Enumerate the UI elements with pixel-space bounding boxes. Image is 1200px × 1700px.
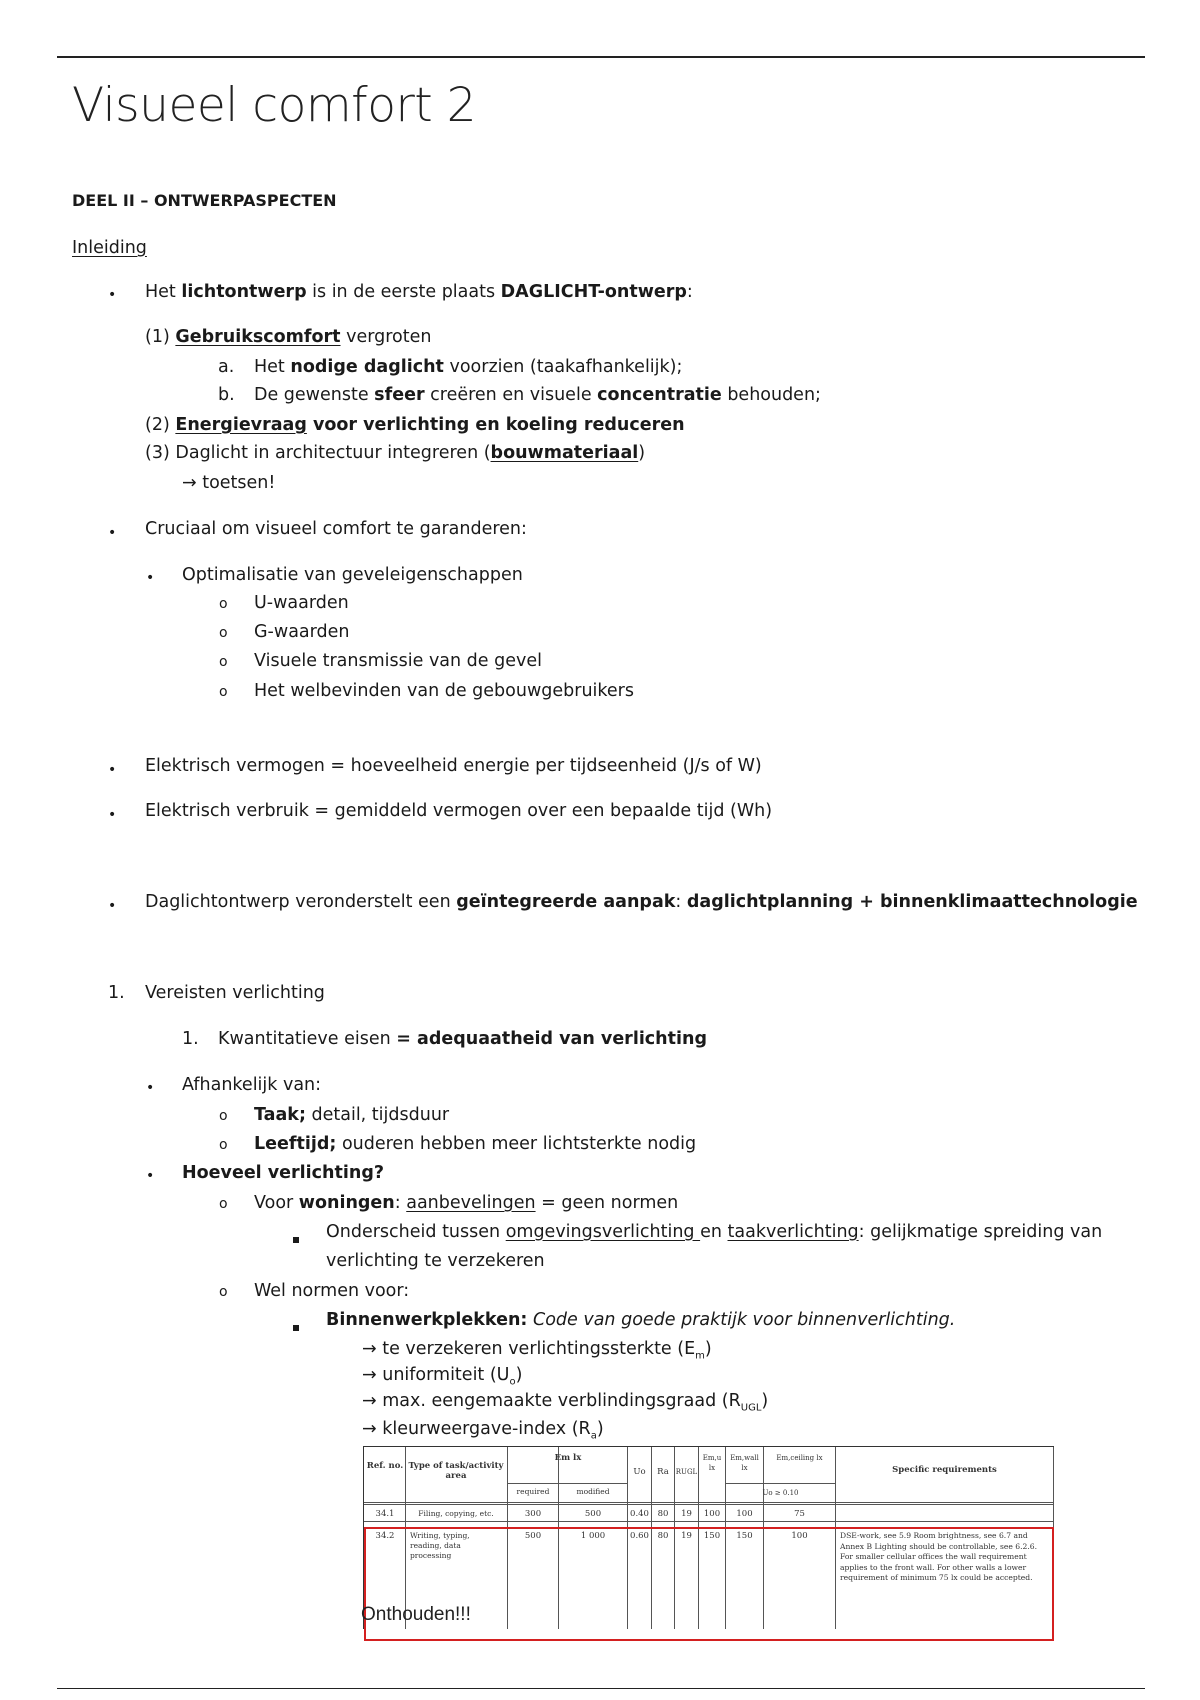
paragraph-cruciaal: Cruciaal om visueel comfort te garanderen: bbox=[145, 519, 527, 539]
table-header: Type of task/activity area bbox=[408, 1461, 504, 1481]
table-cell: 100 bbox=[791, 1531, 808, 1541]
table-cell: 0.40 bbox=[630, 1509, 649, 1519]
table-cell: 75 bbox=[794, 1509, 805, 1519]
table-header: Em lx bbox=[554, 1453, 582, 1463]
intro-heading: Inleiding bbox=[72, 238, 147, 258]
circle-bullet-icon: o bbox=[219, 1108, 228, 1124]
circle-bullet-icon: o bbox=[219, 625, 228, 641]
bullet-icon: • bbox=[108, 287, 117, 303]
table-cell: 34.2 bbox=[375, 1531, 395, 1541]
table-cell: 1 000 bbox=[580, 1531, 606, 1541]
bullet-icon: • bbox=[146, 570, 155, 586]
table-cell: 80 bbox=[657, 1531, 669, 1541]
arrow-item: → max. eengemaakte verblindingsgraad $(R_{UGL})$ bbox=[362, 1391, 769, 1414]
bullet-icon: • bbox=[108, 898, 117, 914]
circle-bullet-icon: o bbox=[219, 654, 228, 670]
onthouden-note: Onthouden!!! bbox=[361, 1604, 471, 1625]
subsection-title: Kwantitatieve eisen = adequaatheid van verlichting bbox=[218, 1029, 707, 1049]
table-cell: 0.60 bbox=[630, 1531, 649, 1541]
table-cell: 100 bbox=[736, 1509, 753, 1519]
paragraph-verbruik: Elektrisch verbruik = gemiddeld vermogen over een bepaalde tijd (Wh) bbox=[145, 801, 773, 821]
section-title: Vereisten verlichting bbox=[145, 983, 325, 1003]
bullet-icon: • bbox=[108, 525, 117, 541]
paragraph-afhankelijk: Afhankelijk van: bbox=[182, 1075, 322, 1095]
table-header: Uo ≥ 0.10 bbox=[762, 1489, 799, 1497]
circle-bullet-icon: o bbox=[219, 1284, 228, 1300]
table-header: Specific requirements bbox=[892, 1465, 997, 1475]
paragraph-lichtontwerp: Het lichtontwerp is in de eerste plaats DAGLICHT-ontwerp: bbox=[145, 282, 693, 302]
page-title: Visueel comfort 2 bbox=[72, 78, 477, 133]
table-divider bbox=[364, 1521, 1054, 1522]
specific-requirements-text: DSE-work, see 5.9 Room brightness, see 6.7 and Annex B Lighting should be controllable, see 6.2.6. For smaller cellular offices the wall requirement applies to the front wall. For other walls a lower requirement of minimum 75 lx could be accepted. bbox=[840, 1531, 1038, 1582]
bullet-icon: • bbox=[146, 1168, 155, 1184]
bullet-icon: • bbox=[146, 1080, 155, 1096]
paragraph-daglichtontwerp: Daglichtontwerp veronderstelt een geïntegreerde aanpak: daglichtplanning + binnenklimaattechnologie bbox=[145, 892, 1138, 912]
section-number: 1. bbox=[108, 983, 125, 1003]
table-header: Ra bbox=[657, 1467, 669, 1477]
paragraph-optimalisatie: Optimalisatie van geveleigenschappen bbox=[182, 565, 523, 585]
list-item: (3) Daglicht in architectuur integreren (bouwmateriaal) bbox=[145, 443, 646, 463]
table-header: Em,ceiling lx bbox=[776, 1454, 823, 1462]
bullet-icon: • bbox=[108, 807, 117, 823]
table-cell: 500 bbox=[584, 1509, 602, 1519]
circle-bullet-icon: o bbox=[219, 596, 228, 612]
toetsen-note: → toetsen! bbox=[182, 473, 276, 493]
list-item: Het welbevinden van de gebouwgebruikers bbox=[254, 681, 634, 701]
table-header: required bbox=[516, 1487, 550, 1496]
table-cell: Writing, typing, reading, data processing bbox=[410, 1531, 470, 1560]
list-item: Binnenwerkplekken: Code van goede praktijk voor binnenverlichting. bbox=[326, 1310, 956, 1330]
list-item: Visuele transmissie van de gevel bbox=[254, 651, 542, 671]
table-cell: 150 bbox=[703, 1531, 721, 1541]
list-item: Wel normen voor: bbox=[254, 1281, 410, 1301]
list-item: Leeftijd; ouderen hebben meer lichtsterkte nodig bbox=[254, 1134, 697, 1154]
table-divider bbox=[364, 1502, 1054, 1503]
square-bullet-icon bbox=[293, 1316, 299, 1335]
table-cell: 500 bbox=[524, 1531, 542, 1541]
table-cell: 100 bbox=[703, 1509, 721, 1519]
table-header: Uo bbox=[633, 1467, 646, 1477]
bottom-rule bbox=[57, 1688, 1145, 1689]
table-cell: 19 bbox=[681, 1531, 692, 1541]
bullet-icon: • bbox=[108, 762, 117, 778]
table-cell: 150 bbox=[736, 1531, 753, 1541]
list-item: b. bbox=[218, 385, 235, 405]
circle-bullet-icon: o bbox=[219, 684, 228, 700]
table-header: Em,u lx bbox=[702, 1454, 722, 1472]
top-rule bbox=[57, 56, 1145, 58]
table-cell: 80 bbox=[657, 1509, 669, 1519]
list-item: a. bbox=[218, 357, 235, 377]
list-item: Het nodige daglicht voorzien (taakafhankelijk); bbox=[254, 357, 683, 377]
list-item: (1) Gebruikscomfort vergroten bbox=[145, 327, 432, 347]
table-header: modified bbox=[576, 1487, 610, 1496]
list-item: Onderscheid tussen omgevingsverlichting en taakverlichting: gelijkmatige spreiding van bbox=[326, 1222, 1103, 1242]
list-item-continued: verlichting te verzekeren bbox=[326, 1251, 545, 1271]
list-item: Taak; detail, tijdsduur bbox=[254, 1105, 450, 1125]
arrow-item: → te verzekeren verlichtingssterkte $(E_m)$ bbox=[362, 1339, 712, 1362]
table-cell: 19 bbox=[681, 1509, 692, 1519]
table-header: Em,wall lx bbox=[730, 1454, 759, 1472]
circle-bullet-icon: o bbox=[219, 1196, 228, 1212]
lighting-requirements-table bbox=[363, 1446, 1054, 1629]
subsection-number: 1. bbox=[182, 1029, 199, 1049]
list-item: Voor woningen: aanbevelingen = geen normen bbox=[254, 1193, 679, 1213]
table-cell: Filing, copying, etc. bbox=[418, 1509, 494, 1518]
list-item: De gewenste sfeer creëren en visuele concentratie behouden; bbox=[254, 385, 821, 405]
table-header: Ref. no. bbox=[366, 1461, 404, 1471]
arrow-item: → kleurweergave-index $(R_a)$ bbox=[362, 1419, 604, 1442]
list-item: G-waarden bbox=[254, 622, 350, 642]
table-cell: 34.1 bbox=[375, 1509, 395, 1519]
paragraph-hoeveel: Hoeveel verlichting? bbox=[182, 1163, 385, 1183]
table-divider bbox=[364, 1504, 1054, 1505]
list-item: (2) Energievraag voor verlichting en koeling reduceren bbox=[145, 415, 685, 435]
table-cell: 300 bbox=[524, 1509, 542, 1519]
square-bullet-icon bbox=[293, 1228, 299, 1247]
table-header: RUGL bbox=[675, 1468, 698, 1476]
paragraph-vermogen: Elektrisch vermogen = hoeveelheid energie per tijdseenheid (J/s of W) bbox=[145, 756, 762, 776]
table-divider bbox=[725, 1483, 835, 1484]
circle-bullet-icon: o bbox=[219, 1137, 228, 1153]
section-heading: DEEL II – ONTWERPASPECTEN bbox=[72, 191, 337, 210]
table-divider bbox=[507, 1483, 628, 1484]
list-item: U-waarden bbox=[254, 593, 349, 613]
arrow-item: → uniformiteit $(U_o)$ bbox=[362, 1365, 523, 1388]
